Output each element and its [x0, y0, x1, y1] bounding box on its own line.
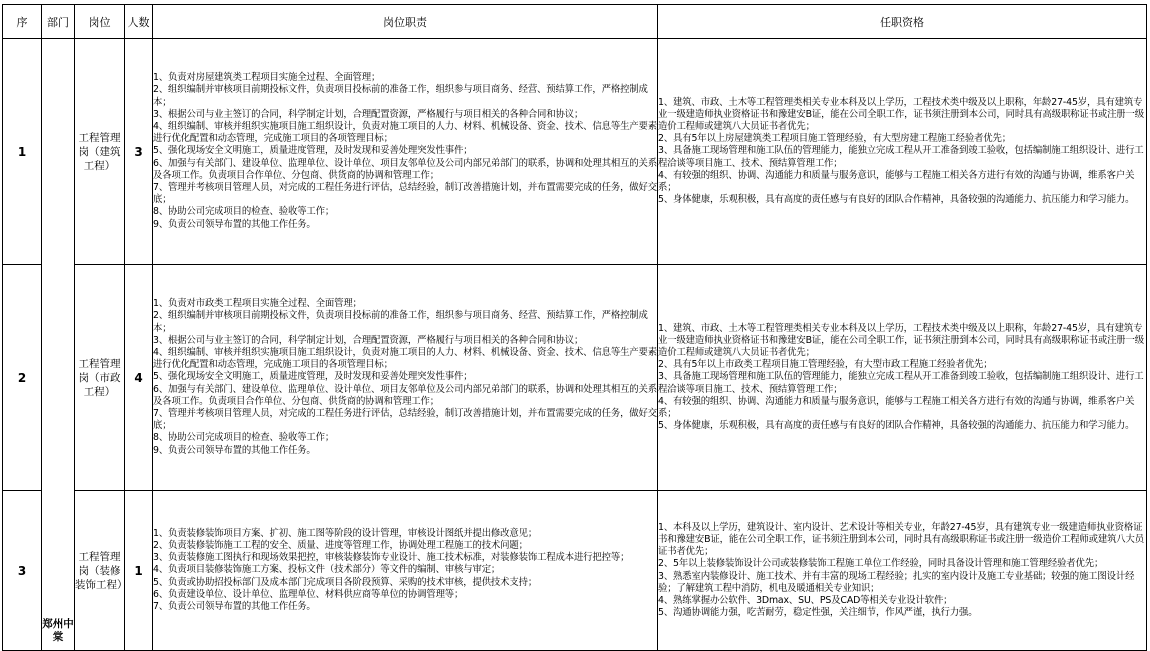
- duty-item: 4、负责项目装修装饰施工方案、投标文件（技术部分）等文件的编制、审核与审定；: [153, 564, 501, 576]
- duty-item: 6、加强与有关部门、建设单位、监理单位、设计单位、项目友邻单位及公司内部兄弟部门的联系，协调和处理其相互的关系及各项工作。负责项目合作单位、分包商、供货商的协调和管理工作；: [153, 383, 657, 407]
- job-table: [2, 4, 1147, 651]
- row-qualifications: [658, 491, 1147, 651]
- duty-item: 7、管理并考核项目管理人员，对完成的工程任务进行评估，总结经验，制订改善措施计划，并布置需要完成的任务，做好交底；: [153, 408, 657, 432]
- table-row: [3, 265, 1147, 491]
- duty-item: 7、管理并考核项目管理人员，对完成的工程任务进行评估，总结经验，制订改善措施计划，并布置需要完成的任务，做好交底；: [153, 182, 657, 206]
- duty-item: 6、负责建设单位、设计单位、监理单位、材料供应商等单位的协调管理等；: [153, 588, 464, 600]
- qualification-item: 3、具备施工现场管理和施工队伍的管理能力，能独立完成工程从开工准备到竣工验收，包括编制施工组织设计、进行工程洽谈等项目施工、技术、预结算管理工作；: [658, 145, 1144, 169]
- duty-item: 8、协助公司完成项目的检查、验收等工作；: [153, 206, 335, 218]
- duty-item: 3、根据公司与业主签订的合同，科学制定计划，合理配置资源，严格履行与项目相关的各种合同和协议；: [153, 108, 584, 120]
- duty-item: 9、负责公司领导布置的其他工作任务。: [153, 218, 316, 230]
- header-duties: 岗位职责: [153, 5, 658, 39]
- duty-item: 8、协助公司完成项目的检查、验收等工作；: [153, 432, 335, 444]
- qualification-item: 4、有较强的组织、协调、沟通能力和质量与服务意识，能够与工程施工相关各方进行有效的沟通与协调，维系客户关系；: [658, 169, 1135, 193]
- header-seq: 序: [3, 5, 42, 39]
- department-cell: [42, 39, 75, 651]
- row-duties: [153, 265, 658, 491]
- row-qualifications: [658, 265, 1147, 491]
- qualification-item: 1、建筑、市政、土木等工程管理类相关专业本科及以上学历，工程技术类中级及以上职称，年龄27-45岁，具有建筑专业一级建造师执业资格证书和豫建安B证，能在公司全职工作，证书须注册到本公司，同时具有高级职称证书或注册一级造价工程师或建筑八大员证书者优先；: [658, 322, 1144, 358]
- qualification-item: 3、熟悉室内装修设计、施工技术、并有丰富的现场工程经验；扎实的室内设计及施工专业基础；较强的施工图设计经验；了解建筑工程中消防，机电及暖通相关专业知识；: [658, 570, 1135, 594]
- row-seq: 3: [3, 491, 42, 651]
- duty-item: 5、负责或协助招投标部门及成本部门完成项目各阶段预算、采购的技术审核，提供技术支持；: [153, 576, 538, 588]
- duty-item: 1、负责装修装饰项目方案、扩初、施工图等阶段的设计管理，审核设计图纸并提出修改意见；: [153, 527, 538, 539]
- qualification-item: 1、本科及以上学历，建筑设计、室内设计、艺术设计等相关专业，年龄27-45岁，具有建筑专业一级建造师执业资格证书和豫建安B证，能在公司全职工作，证书须注册到本公司，同时具有高级职称证书或注册一级造价工程师或建筑八大员证书者优先；: [658, 521, 1144, 558]
- qualification-item: 5、沟通协调能力强，吃苦耐劳，稳定性强，关注细节，作风严谨，执行力强。: [658, 607, 978, 619]
- duty-item: 6、加强与有关部门、建设单位、监理单位、设计单位、项目友邻单位及公司内部兄弟部门的联系，协调和处理其相互的关系及各项工作。负责项目合作单位、分包商、供货商的协调和管理工作；: [153, 157, 657, 181]
- duty-item: 3、根据公司与业主签订的合同，科学制定计划，合理配置资源，严格履行与项目相关的各种合同和协议；: [153, 334, 584, 346]
- row-seq: 2: [3, 265, 42, 491]
- header-count: 人数: [125, 5, 153, 39]
- row-duties: [153, 39, 658, 265]
- row-duties: [153, 491, 658, 651]
- qualification-item: 1、建筑、市政、土木等工程管理类相关专业本科及以上学历，工程技术类中级及以上职称，年龄27-45岁，具有建筑专业一级建造师执业资格证书和豫建安B证，能在公司全职工作，证书须注册到本公司，同时具有高级职称证书或注册一级造价工程师或建筑八大员证书者优先；: [658, 96, 1144, 132]
- duty-item: 7、负责公司领导布置的其他工作任务。: [153, 601, 316, 612]
- duty-item: 2、组织编制并审核项目前期投标文件，负责项目投标前的准备工作，组织参与项目商务、经营、预结算工作，严格控制成本；: [153, 310, 648, 334]
- duty-item: 4、组织编制、审核并组织实施项目施工组织设计，负责对施工项目的人力、材料、机械设备、资金、技术、信息等生产要素进行优化配置和动态管理，完成施工项目的各项管理目标；: [153, 346, 657, 371]
- row-position: 工程管理岗（市政工程）: [75, 265, 125, 491]
- duty-item: 4、组织编制、审核并组织实施项目施工组织设计，负责对施工项目的人力、材料、机械设备、资金、技术、信息等生产要素进行优化配置和动态管理，完成施工项目的各项管理目标；: [153, 120, 657, 145]
- row-count: 1: [125, 491, 153, 651]
- duty-item: 5、强化现场安全文明施工，质量进度管理，及时发现和妥善处理突发性事件；: [153, 371, 473, 383]
- qualification-item: 4、熟练掌握办公软件、3Dmax、SU、PS及CAD等相关专业设计软件；: [658, 594, 953, 606]
- table-row: [3, 39, 1147, 265]
- row-position: 工程管理岗（装修装饰工程）: [75, 491, 125, 651]
- duty-item: 1、负责对房屋建筑类工程项目实施全过程、全面管理；: [153, 72, 381, 84]
- header-dept: 部门: [42, 5, 75, 39]
- department-name: 郑州中棠: [42, 618, 74, 643]
- qualification-item: 5、身体健康，乐观积极，具有高度的责任感与有良好的团队合作精神，具备较强的沟通能力、抗压能力和学习能力。: [658, 194, 1135, 206]
- duty-item: 9、负责公司领导布置的其他工作任务。: [153, 444, 316, 456]
- row-count: 3: [125, 39, 153, 265]
- row-count: 4: [125, 265, 153, 491]
- duty-item: 2、组织编制并审核项目前期投标文件，负责项目投标前的准备工作，组织参与项目商务、经营、预结算工作，严格控制成本；: [153, 84, 648, 108]
- qualification-item: 4、有较强的组织、协调、沟通能力和质量与服务意识，能够与工程施工相关各方进行有效的沟通与协调，维系客户关系；: [658, 395, 1135, 419]
- duty-item: 2、负责装修装饰施工工程的安全、质量、进度等管理工作，协调处理工程施工的技术问题；: [153, 539, 528, 551]
- row-seq: 1: [3, 39, 42, 265]
- duty-item: 1、负责对市政类工程项目实施全过程、全面管理；: [153, 298, 362, 310]
- header-position: 岗位: [75, 5, 125, 39]
- duty-item: 5、强化现场安全文明施工，质量进度管理，及时发现和妥善处理突发性事件；: [153, 145, 473, 157]
- qualification-item: 5、身体健康，乐观积极，具有高度的责任感与有良好的团队合作精神，具备较强的沟通能力、抗压能力和学习能力。: [658, 420, 1135, 432]
- qualification-item: 2、具有5年以上房屋建筑类工程项目施工管理经验，有大型房建工程施工经验者优先；: [658, 133, 1011, 145]
- header-qualifications: 任职资格: [658, 5, 1147, 39]
- duty-item: 3、负责装修施工图执行和现场效果把控，审核装修装饰专业设计、施工技术标准，对装修装饰工程成本进行把控等；: [153, 552, 630, 564]
- row-qualifications: [658, 39, 1147, 265]
- table-header-row: [3, 5, 1147, 39]
- qualification-item: 2、具有5年以上市政类工程项目施工管理经验，有大型市政工程施工经验者优先；: [658, 359, 993, 371]
- row-position: 工程管理岗（建筑工程）: [75, 39, 125, 265]
- qualification-item: 2、5年以上装修装饰设计公司或装修装饰工程施工单位工作经验，同时具备设计管理和施工管理经验者优先；: [658, 558, 1104, 570]
- qualification-item: 3、具备施工现场管理和施工队伍的管理能力，能独立完成工程从开工准备到竣工验收，包括编制施工组织设计、进行工程洽谈等项目施工、技术、预结算管理工作；: [658, 371, 1144, 395]
- table-row: [3, 491, 1147, 651]
